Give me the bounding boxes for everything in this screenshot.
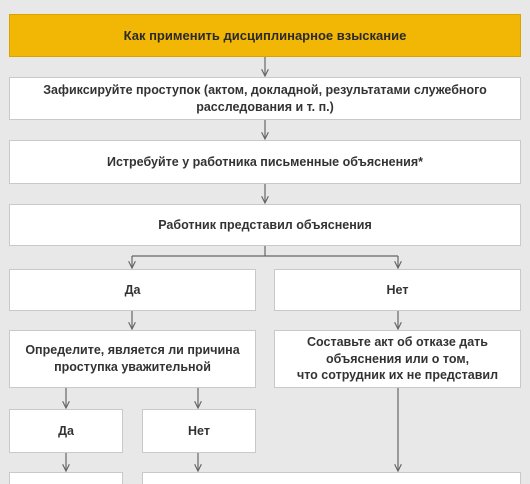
refusal-line1: Составьте акт об отказе дать	[307, 334, 488, 349]
determine-line2: проступка уважительной	[54, 360, 211, 374]
step-request-text: Истребуйте у работника письменные объяснения*	[106, 154, 424, 169]
branch-provided-yes-text: Да	[124, 282, 141, 297]
next-step-middle-partial	[142, 472, 521, 484]
determine-line1: Определите, является ли причина	[25, 343, 240, 358]
step-explanation-provided	[9, 204, 521, 246]
branch-reason-yes-text: Да	[58, 423, 74, 438]
flowchart-title-text: Как применить дисциплинарное взыскание	[123, 27, 407, 43]
step-record-line1: Зафиксируйте проступок (актом, докладной, результатами служебного	[43, 82, 487, 97]
branch-reason-no-text: Нет	[188, 423, 210, 438]
branch-reason-no	[142, 409, 256, 453]
flowchart-title	[9, 14, 521, 57]
step-determine-reason	[9, 330, 256, 388]
refusal-line3: что сотрудник их не представил	[296, 368, 499, 383]
next-step-left-partial	[9, 472, 123, 484]
step-request-explanation	[9, 140, 521, 184]
step-refusal-act	[274, 330, 521, 388]
step-record-line2: расследования и т. п.)	[196, 99, 334, 114]
branch-provided-no	[274, 269, 521, 311]
step-record-offense	[9, 77, 521, 120]
branch-reason-yes	[9, 409, 123, 453]
branch-provided-no-text: Нет	[386, 282, 409, 297]
refusal-line2: объяснения или о том,	[325, 351, 470, 366]
step-provided-text: Работник представил объяснения	[158, 217, 372, 232]
branch-provided-yes	[9, 269, 256, 311]
